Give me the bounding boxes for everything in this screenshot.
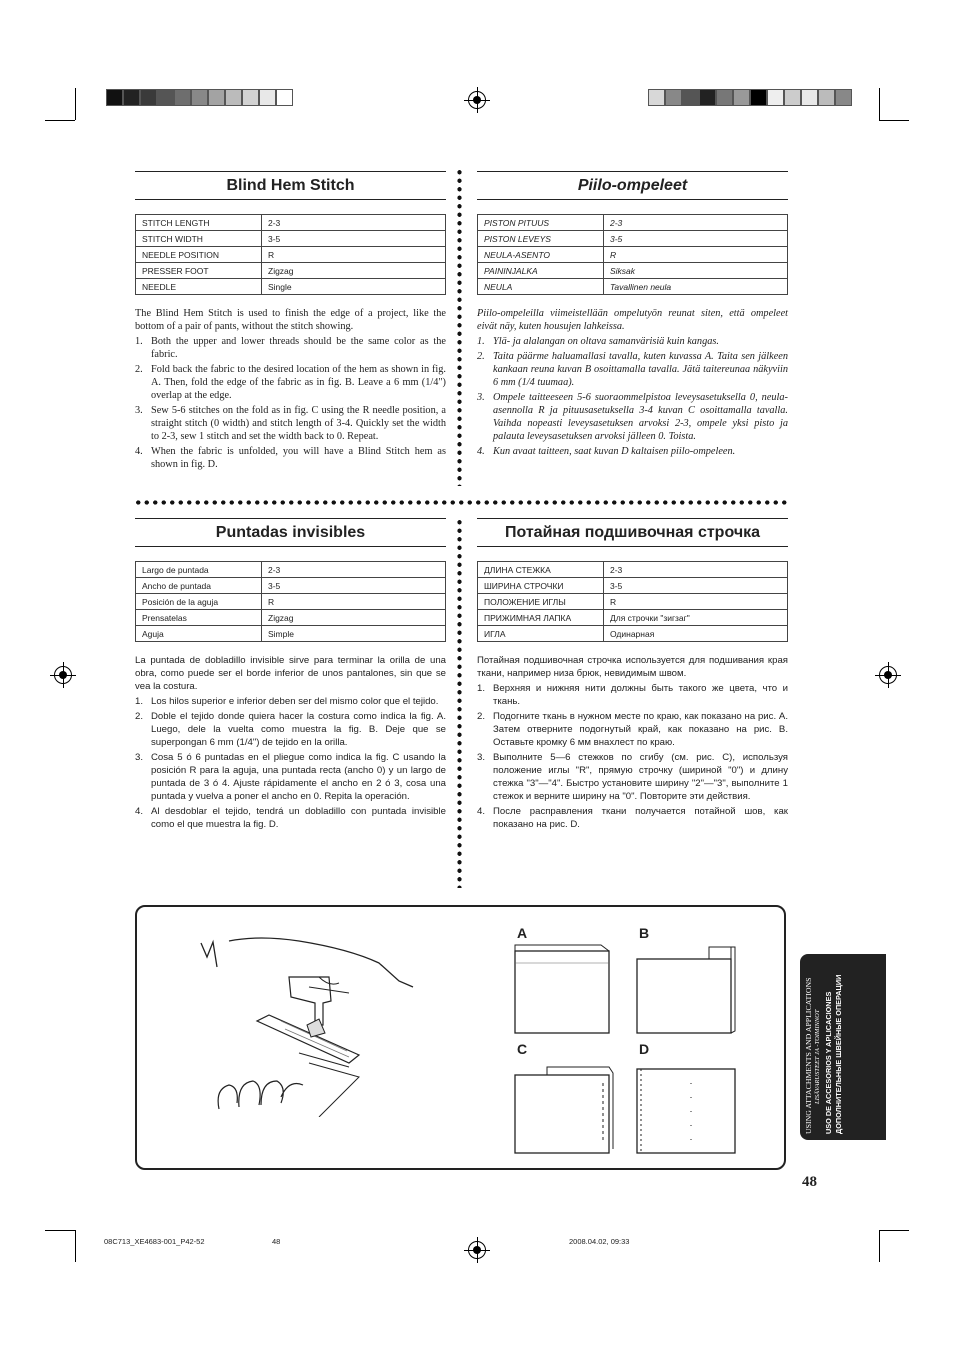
side-tab-line: USING ATTACHMENTS AND APPLICATIONS bbox=[804, 977, 813, 1134]
section-russian bbox=[477, 518, 788, 833]
settings-table bbox=[477, 214, 788, 295]
settings-table bbox=[135, 214, 446, 295]
list-item: 2. Doble el tejido donde quiera hacer la costura como indica la fig. A. Luego, dele la vuelta como muestra la fig. B. Deje que se superpongan 6 mm (1/4") de tejido en la orilla. bbox=[135, 711, 446, 748]
list-item: 4. После расправления ткани получается потайной шов, как показано на рис. D. bbox=[477, 806, 788, 830]
intro-paragraph: Piilo-ompeleilla viimeistellään ompelutyön reunat siten, että ompeleet eivät näy, kuten housujen lahkeissa. bbox=[477, 308, 788, 332]
instructions bbox=[477, 654, 788, 831]
section-spanish bbox=[135, 518, 446, 833]
section-title: Puntadas invisibles bbox=[135, 518, 446, 547]
list-item: 2. Fold back the fabric to the desired location of the hem as shown in fig. A. Then, fold the edge of the fabric as in fig. B. Leave a 6 mm (1/4") overlap at the edge. bbox=[135, 364, 446, 401]
dotted-divider bbox=[457, 168, 462, 486]
fabric-diagram-a bbox=[513, 943, 613, 1035]
fabric-diagram-c bbox=[513, 1063, 617, 1155]
intro-paragraph: Потайная подшивочная строчка используется для подшивания края ткани, например низа брюк, невидимым швом. bbox=[477, 655, 788, 679]
figure-label-d: D bbox=[639, 1041, 650, 1057]
table-row: Posición de la aguja R bbox=[136, 594, 446, 610]
list-item: 1. Los hilos superior e inferior deben ser del mismo color que el tejido. bbox=[135, 696, 439, 707]
list-item: 4. Kun avaat taitteen, saat kuvan D kaltaisen piilo-ompeleen. bbox=[477, 446, 736, 457]
table-row: NEEDLE POSITION R bbox=[136, 247, 446, 263]
section-title: Piilo-ompeleet bbox=[477, 171, 788, 200]
footer-date: 2008.04.02, 09:33 bbox=[569, 1237, 630, 1246]
list-item: 1. Верхняя и нижняя нити должны быть такого же цвета, что и ткань. bbox=[477, 683, 788, 707]
settings-table bbox=[135, 561, 446, 642]
table-row: ДЛИНА СТЕЖКА 2-3 bbox=[478, 562, 788, 578]
table-row: ПОЛОЖЕНИЕ ИГЛЫ R bbox=[478, 594, 788, 610]
section-finnish bbox=[477, 171, 788, 460]
table-row: ИГЛА Одинарная bbox=[478, 626, 788, 642]
registration-mark-icon bbox=[54, 666, 72, 684]
color-bar-left bbox=[106, 89, 293, 106]
footer-page: 48 bbox=[272, 1237, 281, 1246]
side-tab-line: ДОПОЛНИТЕЛЬНЫЕ ШВЕЙНЫЕ ОПЕРАЦИИ bbox=[834, 974, 843, 1134]
fabric-diagram-d bbox=[635, 1063, 739, 1155]
list-item: 4. When the fabric is unfolded, you will have a Blind Stitch hem as shown in fig. D. bbox=[135, 446, 446, 470]
settings-table bbox=[477, 561, 788, 642]
dotted-divider bbox=[134, 500, 788, 505]
table-row: NEULA-ASENTO R bbox=[478, 247, 788, 263]
table-row: PAININJALKA Siksak bbox=[478, 263, 788, 279]
list-item: 3. Cosa 5 ó 6 puntadas en el pliegue como indica la fig. C usando la posición R para la aguja, una puntada recta (ancho 0) y un largo de puntada de 3 ó 4. Ajuste rápidamente el ancho en 2 ó 3, cosa una puntada y vuelva a poner el ancho en 0. Repita la operación. bbox=[135, 752, 446, 802]
dotted-divider bbox=[457, 518, 462, 888]
sewing-machine-illustration bbox=[199, 937, 449, 1117]
list-item: 1. Ylä- ja alalangan on oltava samanvärisiä kuin kangas. bbox=[477, 336, 719, 347]
table-row: Largo de puntada 2-3 bbox=[136, 562, 446, 578]
table-row: Ancho de puntada 3-5 bbox=[136, 578, 446, 594]
registration-mark-icon bbox=[468, 91, 486, 109]
table-row: Aguja Simple bbox=[136, 626, 446, 642]
list-item: 1. Both the upper and lower threads should be the same color as the fabric. bbox=[135, 336, 446, 360]
table-row: PISTON LEVEYS 3-5 bbox=[478, 231, 788, 247]
side-tab bbox=[800, 954, 886, 1140]
instructions bbox=[135, 654, 446, 831]
list-item: 4. Al desdoblar el tejido, tendrá un dobladillo con puntada invisible como el que muestra la fig. D. bbox=[135, 806, 446, 830]
figure-label-a: A bbox=[517, 925, 528, 941]
list-item: 2. Taita päärme haluamallasi tavalla, kuten kuvassa A. Taita sen jälkeen kankaan reuna kuvan B osoittamalla tavalla. Jätä taitereunaa näkyviin 6 mm (1/4 tuumaa). bbox=[477, 351, 788, 388]
table-row: ШИРИНА СТРОЧКИ 3-5 bbox=[478, 578, 788, 594]
section-english bbox=[135, 171, 446, 473]
side-tab-line: LISÄVARUSTEET JA -TOIMINNOT bbox=[814, 1009, 821, 1104]
figure-label-b: B bbox=[639, 925, 650, 941]
table-row: Prensatelas Zigzag bbox=[136, 610, 446, 626]
figure-label-c: C bbox=[517, 1041, 528, 1057]
registration-mark-icon bbox=[879, 666, 897, 684]
list-item: 2. Подогните ткань в нужном месте по краю, как показано на рис. A. Затем отверните подогнутый край, как показано на рис. B. Оставьте кромку 6 мм внахлест по краю. bbox=[477, 711, 788, 748]
registration-mark-icon bbox=[468, 1241, 486, 1259]
figure-box bbox=[135, 905, 786, 1170]
page-number: 48 bbox=[802, 1174, 817, 1190]
side-tab-line: USO DE ACCESORIOS Y APLICACIONES bbox=[824, 991, 833, 1134]
table-row: ПРИЖИМНАЯ ЛАПКА Для строчки "зигзаг" bbox=[478, 610, 788, 626]
color-bar-right bbox=[648, 89, 852, 106]
section-title: Потайная подшивочная строчка bbox=[477, 518, 788, 547]
table-row: PRESSER FOOT Zigzag bbox=[136, 263, 446, 279]
table-row: STITCH WIDTH 3-5 bbox=[136, 231, 446, 247]
list-item: 3. Выполните 5—6 стежков по сгибу (см. рис. C), используя положение иглы "R", прямую строчку (шириной "0") и длину стежка "3"—"4". Быстро установите ширину "2"—"3", выполните 1 стежок и верните ширину на "0". Повторите эти действия. bbox=[477, 752, 788, 802]
footer-file: 08C713_XE4683-001_P42-52 bbox=[104, 1237, 205, 1246]
intro-paragraph: La puntada de dobladillo invisible sirve para terminar la orilla de una obra, como puede ser el borde inferior de unos pantalones, sin que se vea la costura. bbox=[135, 655, 446, 692]
table-row: NEEDLE Single bbox=[136, 279, 446, 295]
table-row: STITCH LENGTH 2-3 bbox=[136, 215, 446, 231]
list-item: 3. Sew 5-6 stitches on the fold as in fig. C using the R needle position, a straight stitch (0 width) and stitch length of 3-4. Quickly set the width to 2-3, sew 1 stitch and set the width back to 0. Repeat. bbox=[135, 405, 446, 442]
fabric-diagram-b bbox=[635, 943, 737, 1035]
list-item: 3. Ompele taitteeseen 5-6 suoraommelpistoa leveysasetuksella 0, neula-asennolla R ja pituusasetuksella 3-4 kuvan C osoittamalla tavalla. Vaihda nopeasti leveysasetuksen arvoksi 2-3, ompele yksi pisto ja palauta leveysasetuksen arvoksi jälleen 0. Toista. bbox=[477, 392, 788, 442]
instructions bbox=[477, 307, 788, 458]
section-title: Blind Hem Stitch bbox=[135, 171, 446, 200]
instructions bbox=[135, 307, 446, 471]
table-row: NEULA Tavallinen neula bbox=[478, 279, 788, 295]
intro-paragraph: The Blind Hem Stitch is used to finish the edge of a project, like the bottom of a pair of pants, without the stitch showing. bbox=[135, 308, 446, 332]
table-row: PISTON PITUUS 2-3 bbox=[478, 215, 788, 231]
